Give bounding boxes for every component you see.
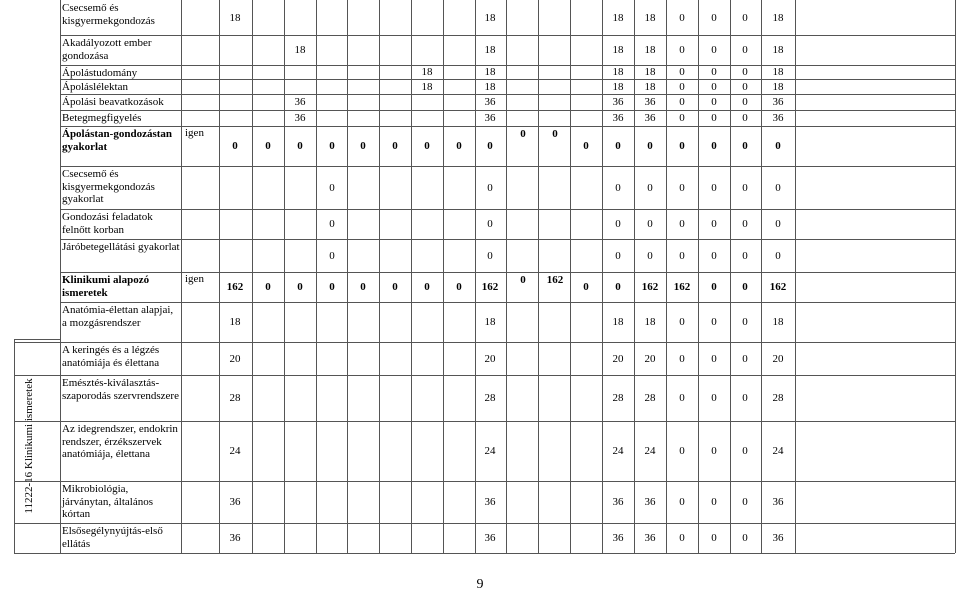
value-cell: 18 bbox=[772, 80, 784, 93]
value-cell: 18 bbox=[772, 44, 784, 56]
value-cell: 24 bbox=[644, 445, 656, 457]
row-label: Járóbetegellátási gyakorlat bbox=[62, 241, 180, 253]
value-cell: 0 bbox=[615, 140, 621, 152]
value-cell: 18 bbox=[421, 80, 433, 93]
value-cell: 162 bbox=[673, 281, 691, 293]
value-cell: 36 bbox=[612, 532, 624, 544]
value-cell: 0 bbox=[487, 181, 493, 194]
row-divider bbox=[60, 209, 955, 210]
value-cell: 0 bbox=[552, 128, 558, 140]
value-cell: 28 bbox=[772, 392, 784, 404]
value-cell: 0 bbox=[487, 140, 493, 152]
value-cell: 18 bbox=[772, 316, 784, 328]
row-divider bbox=[60, 239, 955, 240]
value-cell: 0 bbox=[679, 11, 685, 24]
value-cell: 18 bbox=[772, 11, 784, 24]
value-cell: 0 bbox=[647, 140, 653, 152]
col-divider bbox=[955, 0, 956, 553]
value-cell: 0 bbox=[742, 44, 748, 56]
value-cell: 162 bbox=[481, 281, 499, 293]
value-cell: 36 bbox=[294, 112, 306, 124]
row-label: Ápoláslélektan bbox=[62, 81, 128, 93]
value-cell: 0 bbox=[265, 140, 271, 152]
value-cell: 36 bbox=[229, 496, 241, 508]
value-cell: 0 bbox=[742, 316, 748, 328]
value-cell: 0 bbox=[265, 281, 271, 293]
value-cell: 24 bbox=[612, 445, 624, 457]
value-cell: 36 bbox=[612, 112, 624, 124]
value-cell: 18 bbox=[772, 66, 784, 78]
value-cell: 0 bbox=[711, 445, 717, 457]
value-cell: 20 bbox=[612, 352, 624, 365]
value-cell: 18 bbox=[484, 11, 496, 24]
row-divider bbox=[14, 342, 955, 343]
value-cell: 18 bbox=[484, 44, 496, 56]
value-cell: 0 bbox=[615, 281, 621, 293]
row-divider bbox=[14, 481, 955, 482]
value-cell: 0 bbox=[392, 281, 398, 293]
col-divider bbox=[379, 0, 380, 553]
value-cell: 0 bbox=[679, 66, 685, 78]
value-cell: 36 bbox=[229, 532, 241, 544]
value-cell: 0 bbox=[711, 218, 717, 230]
value-cell: 28 bbox=[484, 392, 496, 404]
value-cell: 18 bbox=[294, 44, 306, 56]
value-cell: 18 bbox=[229, 11, 241, 24]
value-cell: 36 bbox=[484, 496, 496, 508]
value-cell: 0 bbox=[742, 11, 748, 24]
value-cell: 24 bbox=[229, 445, 241, 457]
value-cell: 0 bbox=[329, 249, 335, 262]
value-cell: 28 bbox=[612, 392, 624, 404]
value-cell: 0 bbox=[329, 181, 335, 194]
value-cell: 0 bbox=[711, 80, 717, 93]
row-label: Az idegrendszer, endokrin rendszer, érzékszervek anatómiája, élettana bbox=[62, 423, 178, 460]
row-divider bbox=[60, 94, 955, 95]
value-cell: 0 bbox=[742, 445, 748, 457]
value-cell: 18 bbox=[612, 44, 624, 56]
value-cell: 18 bbox=[229, 316, 241, 328]
row-label: Klinikumi alapozó ismeretek bbox=[62, 274, 150, 299]
value-cell: 0 bbox=[711, 352, 717, 365]
value-cell: 0 bbox=[615, 249, 621, 262]
value-cell: 0 bbox=[583, 140, 589, 152]
row-label: A keringés és a légzés anatómiája és élettana bbox=[62, 344, 160, 369]
value-cell: 0 bbox=[742, 532, 748, 544]
value-cell: 36 bbox=[294, 96, 306, 108]
value-cell: 162 bbox=[769, 281, 787, 293]
value-cell: 0 bbox=[360, 140, 366, 152]
value-cell: 0 bbox=[297, 281, 303, 293]
value-cell: 0 bbox=[615, 181, 621, 194]
value-cell: 0 bbox=[711, 392, 717, 404]
value-cell: 0 bbox=[679, 316, 685, 328]
value-cell: 0 bbox=[392, 140, 398, 152]
row-divider bbox=[60, 302, 955, 303]
value-cell: 0 bbox=[520, 128, 526, 140]
value-cell: 0 bbox=[297, 140, 303, 152]
value-cell: 0 bbox=[711, 496, 717, 508]
value-cell: 162 bbox=[546, 274, 564, 286]
value-cell: 0 bbox=[711, 96, 717, 108]
col-divider bbox=[347, 0, 348, 553]
value-cell: 20 bbox=[484, 352, 496, 365]
value-cell: 36 bbox=[484, 112, 496, 124]
value-cell: 0 bbox=[679, 532, 685, 544]
row-divider bbox=[60, 35, 955, 36]
row-label: Emésztés-kiválasztás-szaporodás szervrendszere bbox=[62, 377, 179, 402]
row-divider bbox=[14, 523, 955, 524]
row-label: Mikrobiológia, járványtan, általános kórtan bbox=[62, 483, 154, 520]
value-cell: 0 bbox=[775, 249, 781, 262]
value-cell: 18 bbox=[484, 316, 496, 328]
col-divider bbox=[181, 0, 182, 553]
value-cell: 0 bbox=[679, 80, 685, 93]
row-divider bbox=[60, 166, 955, 167]
value-cell: 0 bbox=[679, 96, 685, 108]
value-cell: 18 bbox=[644, 80, 656, 93]
value-cell: 18 bbox=[644, 44, 656, 56]
col-divider bbox=[316, 0, 317, 553]
value-cell: 0 bbox=[329, 218, 335, 230]
value-cell: 0 bbox=[329, 281, 335, 293]
col-divider bbox=[60, 0, 61, 553]
row-divider bbox=[14, 375, 955, 376]
value-cell: 0 bbox=[679, 392, 685, 404]
value-cell: 18 bbox=[644, 11, 656, 24]
row-label: Csecsemő és kisgyermekgondozás gyakorlat bbox=[62, 168, 155, 205]
value-cell: 0 bbox=[742, 80, 748, 93]
value-cell: 18 bbox=[644, 316, 656, 328]
value-cell: 0 bbox=[742, 96, 748, 108]
value-cell: 0 bbox=[742, 181, 748, 194]
value-cell: 36 bbox=[484, 96, 496, 108]
value-cell: 36 bbox=[484, 532, 496, 544]
value-cell: 0 bbox=[679, 140, 685, 152]
value-cell: 0 bbox=[775, 140, 781, 152]
col-divider bbox=[284, 0, 285, 553]
value-cell: 0 bbox=[742, 66, 748, 78]
value-cell: 20 bbox=[772, 352, 784, 365]
row-divider bbox=[60, 110, 955, 111]
value-cell: 18 bbox=[612, 316, 624, 328]
value-cell: 0 bbox=[742, 218, 748, 230]
value-cell: 24 bbox=[772, 445, 784, 457]
value-cell: 0 bbox=[711, 316, 717, 328]
value-cell: 28 bbox=[229, 392, 241, 404]
row-label: Elsősegélynyújtás-első ellátás bbox=[62, 525, 163, 550]
value-cell: 0 bbox=[360, 281, 366, 293]
value-cell: 0 bbox=[487, 218, 493, 230]
value-cell: 0 bbox=[679, 352, 685, 365]
value-cell: 0 bbox=[742, 140, 748, 152]
value-cell: 0 bbox=[711, 112, 717, 124]
value-cell: 0 bbox=[679, 249, 685, 262]
value-cell: 0 bbox=[329, 140, 335, 152]
value-cell: 0 bbox=[711, 140, 717, 152]
value-cell: 0 bbox=[647, 181, 653, 194]
value-cell: 36 bbox=[644, 112, 656, 124]
value-cell: 0 bbox=[679, 445, 685, 457]
value-cell: 36 bbox=[772, 496, 784, 508]
row-divider bbox=[14, 553, 955, 554]
value-cell: 0 bbox=[775, 218, 781, 230]
value-cell: 36 bbox=[644, 496, 656, 508]
row-label: Ápolástudomány bbox=[62, 67, 138, 79]
col-divider bbox=[252, 0, 253, 553]
value-cell: 0 bbox=[742, 392, 748, 404]
value-cell: 0 bbox=[647, 249, 653, 262]
value-cell: 0 bbox=[679, 181, 685, 194]
value-cell: 0 bbox=[647, 218, 653, 230]
row-label: Anatómia-élettan alapjai, a mozgásrendszer bbox=[62, 304, 174, 329]
col-divider bbox=[219, 0, 220, 553]
value-cell: 0 bbox=[742, 249, 748, 262]
row-divider bbox=[14, 421, 955, 422]
value-cell: 0 bbox=[711, 11, 717, 24]
value-cell: 0 bbox=[742, 496, 748, 508]
value-cell: 0 bbox=[424, 281, 430, 293]
row-label: Ápolási beavatkozások bbox=[62, 96, 164, 108]
value-cell: 18 bbox=[484, 66, 496, 78]
value-cell: 18 bbox=[644, 66, 656, 78]
value-cell: 0 bbox=[679, 218, 685, 230]
value-cell: 0 bbox=[711, 532, 717, 544]
value-cell: 0 bbox=[456, 281, 462, 293]
value-cell: 0 bbox=[742, 112, 748, 124]
value-cell: 36 bbox=[644, 532, 656, 544]
value-cell: 0 bbox=[742, 281, 748, 293]
value-cell: 0 bbox=[615, 218, 621, 230]
value-cell: 28 bbox=[644, 392, 656, 404]
row-label: Betegmegfigyelés bbox=[62, 112, 142, 124]
value-cell: 0 bbox=[711, 66, 717, 78]
row-label: Akadályozott ember gondozása bbox=[62, 37, 152, 62]
value-cell: 36 bbox=[612, 496, 624, 508]
value-cell: 0 bbox=[711, 44, 717, 56]
value-cell: 0 bbox=[232, 140, 238, 152]
value-cell: 162 bbox=[226, 281, 244, 293]
row-flag: igen bbox=[185, 127, 204, 139]
value-cell: 20 bbox=[229, 352, 241, 365]
value-cell: 36 bbox=[772, 96, 784, 108]
row-label: Gondozási feladatok felnőtt korban bbox=[62, 211, 153, 236]
value-cell: 0 bbox=[487, 249, 493, 262]
value-cell: 18 bbox=[421, 66, 433, 78]
value-cell: 36 bbox=[612, 96, 624, 108]
value-cell: 0 bbox=[679, 496, 685, 508]
value-cell: 18 bbox=[612, 80, 624, 93]
row-label: Csecsemő és kisgyermekgondozás bbox=[62, 2, 155, 27]
value-cell: 0 bbox=[711, 281, 717, 293]
value-cell: 18 bbox=[612, 66, 624, 78]
module-side-label: 11222-16 Klinikumi ismeretek bbox=[23, 378, 35, 514]
value-cell: 0 bbox=[711, 181, 717, 194]
row-flag: igen bbox=[185, 273, 204, 285]
value-cell: 0 bbox=[583, 281, 589, 293]
value-cell: 0 bbox=[679, 44, 685, 56]
value-cell: 36 bbox=[644, 96, 656, 108]
page-number: 9 bbox=[476, 577, 484, 592]
value-cell: 0 bbox=[679, 112, 685, 124]
value-cell: 0 bbox=[424, 140, 430, 152]
value-cell: 36 bbox=[772, 532, 784, 544]
value-cell: 18 bbox=[484, 80, 496, 93]
value-cell: 0 bbox=[742, 352, 748, 365]
value-cell: 36 bbox=[772, 112, 784, 124]
value-cell: 0 bbox=[456, 140, 462, 152]
value-cell: 162 bbox=[641, 281, 659, 293]
value-cell: 18 bbox=[612, 11, 624, 24]
value-cell: 20 bbox=[644, 352, 656, 365]
value-cell: 0 bbox=[775, 181, 781, 194]
row-label: Ápolástan-gondozástan gyakorlat bbox=[62, 128, 173, 153]
value-cell: 0 bbox=[711, 249, 717, 262]
value-cell: 0 bbox=[520, 274, 526, 286]
value-cell: 24 bbox=[484, 445, 496, 457]
